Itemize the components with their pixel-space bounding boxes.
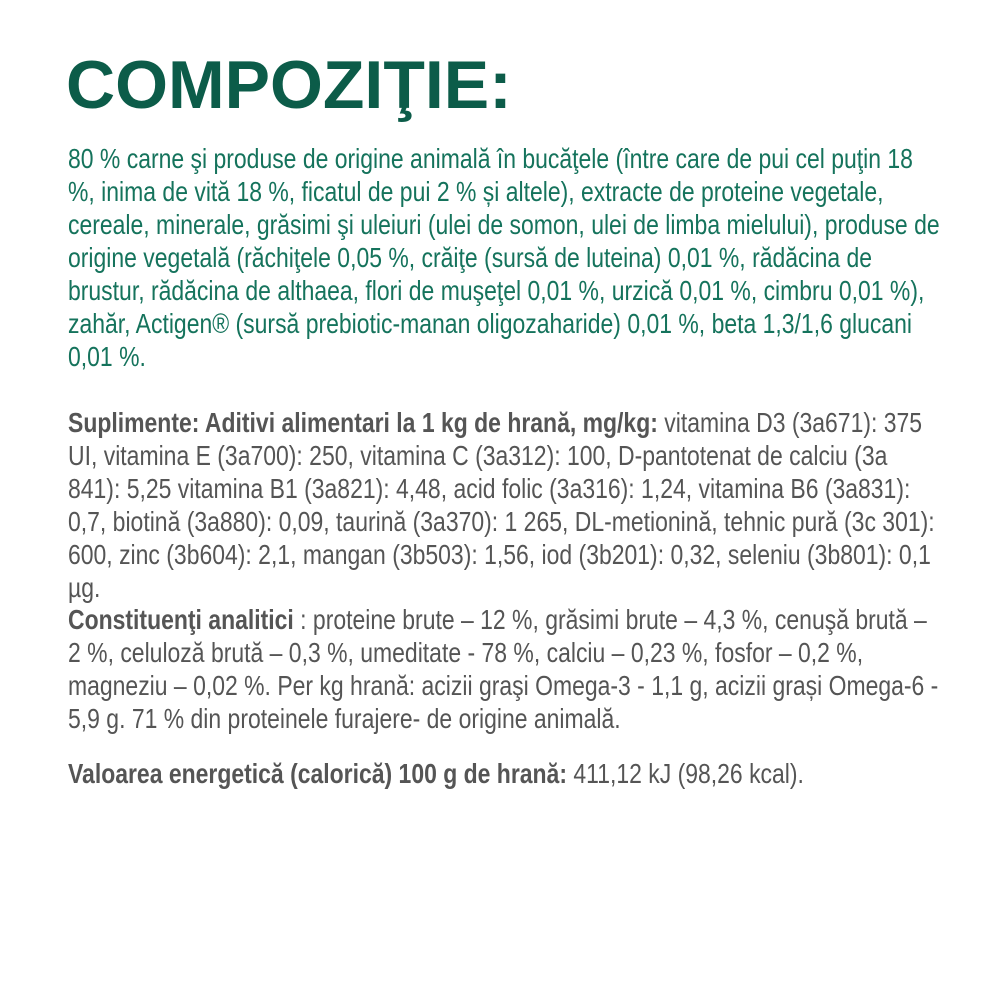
energy-value-text: 411,12 kJ (98,26 kcal). [566, 758, 804, 789]
supplements-text: vitamina D3 (3a671): 375 UI, vitamina E (3a700): 250, vitamina C (3a312): 100, D-pantotenat de calciu (3a 841): 5,25 vitamina B1 (3a821): 4,48, acid folic (3a316): 1,24, vitamina B6 (3a831): 0,7, biotină (3a880): 0,09, taurină (3a370): 1 265, DL-metionină, tehnic pură (3c 301): 600, zinc (3b604): 2,1, mangan (3b503): 1,56, iod (3b201): 0,32, seleniu (3b801): 0,1 µg. [68, 407, 935, 603]
page-title: COMPOZIŢIE: [66, 47, 512, 123]
supplements-paragraph [68, 406, 940, 604]
supplements-lead: Suplimente: Aditivi alimentari la 1 kg de hrană, mg/kg: [68, 407, 658, 438]
composition-paragraph: 80 % carne şi produse de origine animală în bucăţele (între care de pui cel puţin 18 %, inima de vită 18 %, ficatul de pui 2 % și altele), extracte de proteine vegetale, cereale, minerale, grăsimi şi uleiuri (ulei de somon, ulei de limba mielului), produse de origine vegetală (răchiţele 0,05 %, crăiţe (sursă de luteina) 0,01 %, rădăcina de brustur, rădăcina de althaea, flori de muşeţel 0,01 %, urzică 0,01 %, cimbru 0,01 %), zahăr, Actigen® (sursă prebiotic-manan oligozaharide) 0,01 %, beta 1,3/1,6 glucani 0,01 %. [68, 143, 940, 372]
energy-value-lead: Valoarea energetică (calorică) 100 g de hrană: [68, 758, 567, 789]
analytical-constituents-paragraph [68, 603, 940, 735]
analytical-constituents-text: : proteine brute – 12 %, grăsimi brute – 4,3 %, cenuşă brută – 2 %, celuloză brută – 0,3 %, umeditate - 78 %, calciu – 0,23 %, fosfor – 0,2 %, magneziu – 0,02 %. Per kg hrană: acizii graşi Omega-3 - 1,1 g, acizii grași Omega-6 - 5,9 g. 71 % din proteinele furajere- de origine animală. [68, 604, 939, 734]
energy-value-paragraph [68, 757, 940, 790]
analytical-constituents-lead: Constituenţi analitici [68, 604, 294, 635]
